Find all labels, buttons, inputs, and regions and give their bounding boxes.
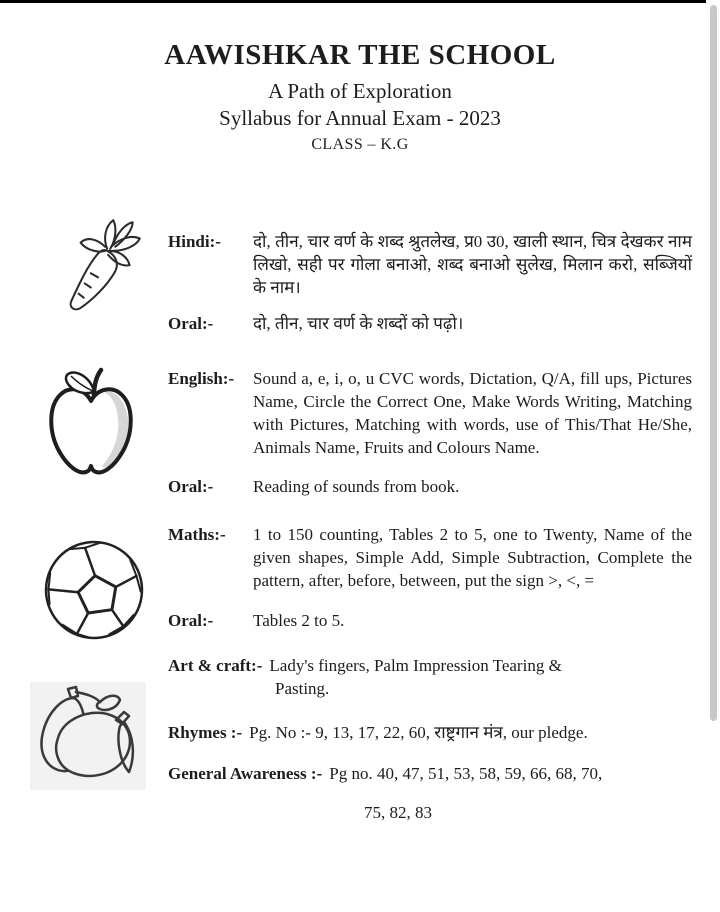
football-icon [40,534,148,646]
general-awareness-text-line1: Pg no. 40, 47, 51, 53, 58, 59, 66, 68, 70, [329,764,603,783]
class-line: CLASS – K.G [311,136,409,153]
school-tagline: A Path of Exploration [268,79,452,103]
english-text: Sound a, e, i, o, u CVC words, Dictation, Q/A, fill ups, Pictures Name, Circle the Correct One, Make Words Writing, Matching with Pictures, Matching with words, use of This/That He/She, Animals Name, Fruits and Colours Name. [253,369,692,457]
football-illustration [40,534,148,646]
art-craft-text-line2: Pasting. [275,679,330,698]
english-oral-label: Oral:- [168,477,214,496]
school-name: AAWISHKAR THE SCHOOL [164,39,556,71]
general-awareness-text-line2: 75, 82, 83 [364,803,432,822]
apple-icon [40,364,142,488]
syllabus-title: Syllabus for Annual Exam - 2023 [219,106,501,130]
maths-label: Maths:- [168,525,226,544]
apple-illustration [40,364,142,488]
section-art-craft [168,654,692,700]
english-oral-text: Reading of sounds from book. [253,477,460,496]
section-general-awareness [168,762,692,824]
maths-text: 1 to 150 counting, Tables 2 to 5, one to Twenty, Name of the given shapes, Simple Add, Simple Subtraction, Complete the pattern, after, before, between, put the sign >, <, = [253,525,692,590]
art-craft-text-line1: Lady's fingers, Palm Impression Tearing & [269,656,562,675]
maths-oral-text: Tables 2 to 5. [253,611,345,630]
section-rhymes [168,721,692,744]
syllabus-body [168,230,692,824]
scrollbar-thumb[interactable] [710,5,717,721]
carrot-icon [54,210,146,312]
document-header [0,0,720,156]
mango-illustration [30,682,146,790]
art-craft-label: Art & craft:- [168,656,263,675]
section-maths [168,523,692,592]
section-english [168,367,692,459]
section-hindi [168,230,692,299]
rhymes-label: Rhymes :- [168,723,243,742]
maths-oral-label: Oral:- [168,611,214,630]
rhymes-text: Pg. No :- 9, 13, 17, 22, 60, राष्ट्रगान मंत्र, our pledge. [249,723,588,742]
general-awareness-label: General Awareness :- [168,764,323,783]
hindi-oral-text: दो, तीन, चार वर्ण के शब्दों को पढ़ो। [253,314,464,333]
mango-icon [30,682,146,790]
english-label: English:- [168,369,235,388]
hindi-text: दो, तीन, चार वर्ण के शब्द श्रुतलेख, प्र0 उ0, खाली स्थान, चित्र देखकर नाम लिखो, सही पर गोला बनाओ, शब्द बनाओ सुलेख, मिलान करो, सब्जियों के नाम। [253,232,692,297]
section-maths-oral [168,609,692,632]
top-border-bar [0,0,706,3]
hindi-label: Hindi:- [168,232,221,251]
section-english-oral [168,475,692,498]
carrot-illustration [54,210,146,312]
section-hindi-oral [168,312,692,335]
hindi-oral-label: Oral:- [168,314,214,333]
